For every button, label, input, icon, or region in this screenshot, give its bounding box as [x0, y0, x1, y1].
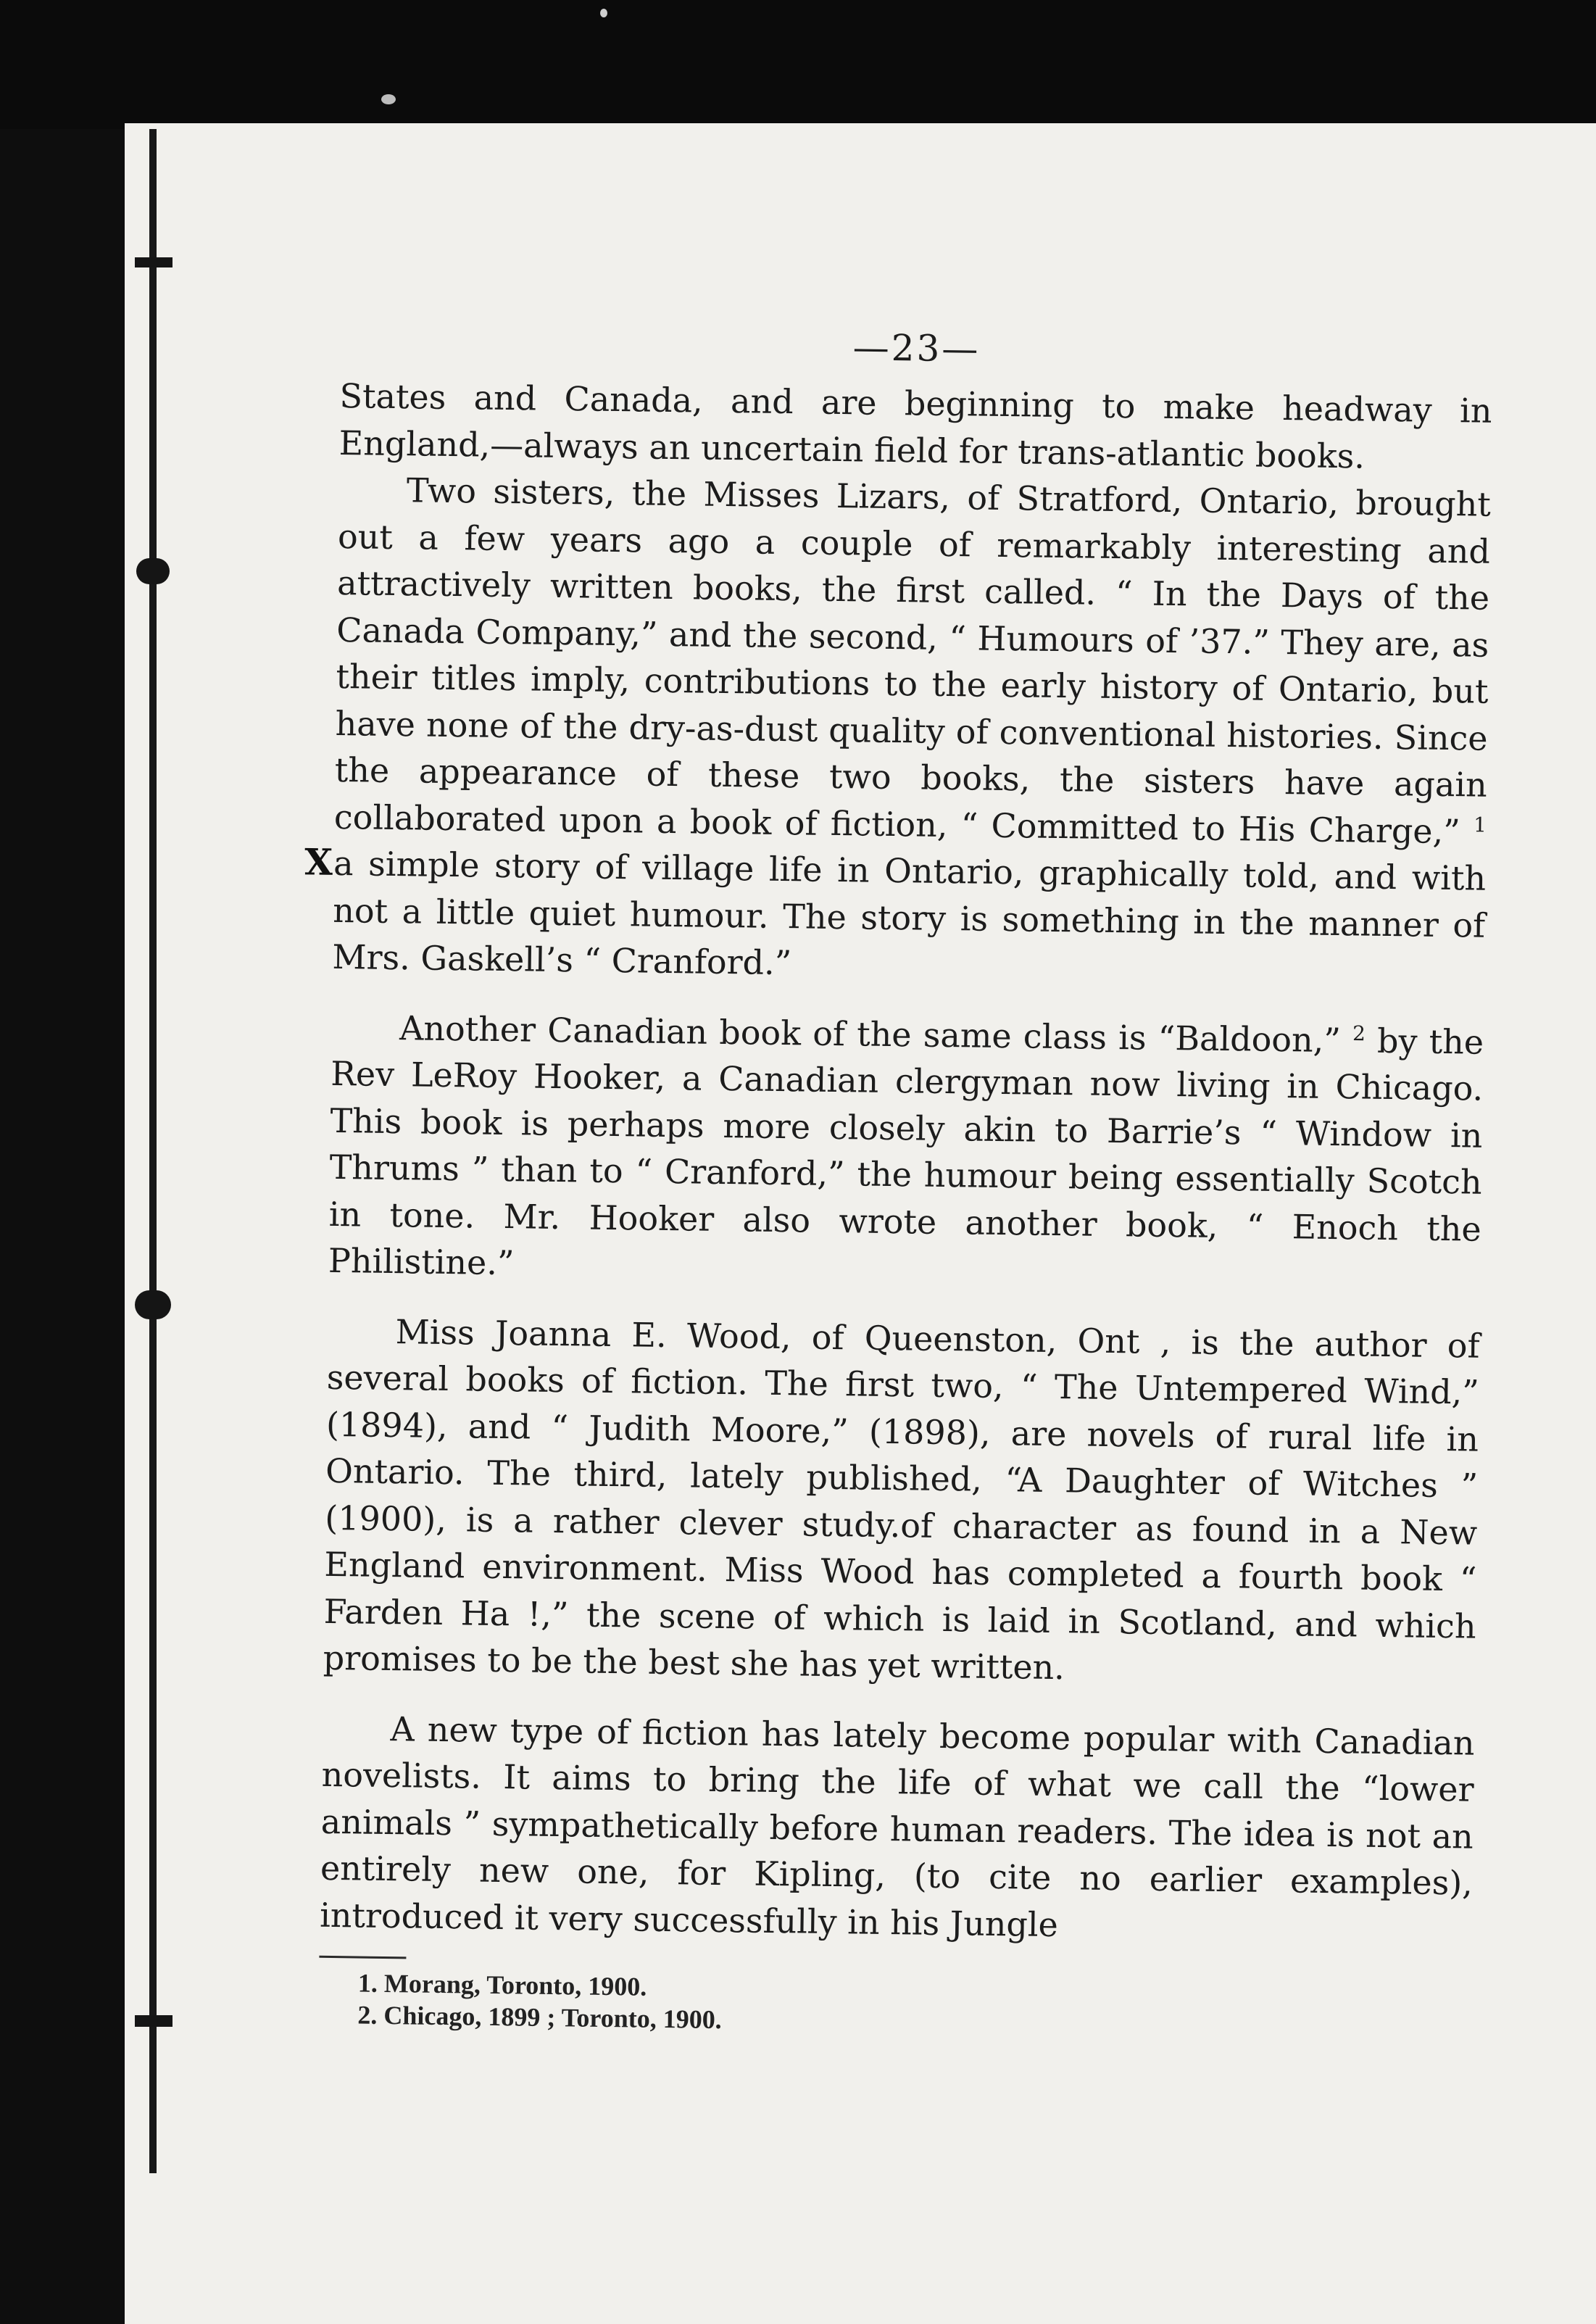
paragraph-text: Two sisters, the Misses Lizars, of Stratford, Ontario, brought out a few years ago a couple of remarkably interesting and attractively written books, the first called. “ In the Days of the Canada Company,” and the second, “ Humours of ’37.” They are, as their titles imply, contributions to the early history of Ontario, but have none of the dry-as-dust quality of conventional histories. Since the appearance of these two books, the sisters have again collaborated upon a book of fiction, “ Committed to His Charge,”	[333, 470, 1492, 852]
paragraph	[323, 1307, 1480, 1696]
margin-mark: X	[304, 840, 333, 884]
scan-speck	[381, 94, 396, 104]
scan-top-band	[0, 0, 1596, 129]
paragraph	[328, 1003, 1484, 1299]
paragraph-text: States and Canada, and are beginning to make headway in England,—always an uncertain field for trans-atlantic books.	[338, 375, 1492, 476]
paragraph-text: by the Rev LeRoy Hooker, a Canadian clergyman now living in Chicago. This book is perhaps more closely akin to Barrie’s “ Window in Thrums ” than to “ Cranford,” the humour being essentially Scotch in tone. Mr. Hooker also wrote another book, “ Enoch the Philistine.”	[328, 1021, 1484, 1283]
footnote-rule	[319, 1956, 406, 1959]
footnote-ref: 1	[1473, 812, 1487, 837]
binding-stitch	[135, 1290, 171, 1319]
paragraph	[332, 466, 1491, 995]
footnote: 2. Chicago, 1899 ; Toronto, 1900.	[357, 2000, 722, 2035]
binding-stitch	[135, 257, 173, 267]
footnote: 1. Morang, Toronto, 1900.	[357, 1968, 647, 2001]
binding-stitch	[136, 558, 170, 584]
page-text-block	[304, 319, 1493, 2046]
paragraph-text: Miss Joanna E. Wood, of Queenston, Ont , is the author of several books of fiction. The first two, “ The Untempered Wind,” (1894), and “ Judith Moore,” (1898), are novels of rural life in Ontario. The third, lately published, “A Daughter of Witches ” (1900), is a rather clever study.of character as found in a New England environment. Miss Wood has completed a fourth book “ Farden Ha !,” the scene of which is laid in Scotland, and which promises to be the best she has yet written.	[323, 1311, 1480, 1688]
binding-stitch	[135, 2015, 173, 2027]
scan-speck	[600, 9, 607, 17]
page-number: —23—	[852, 326, 981, 370]
paragraph	[338, 373, 1492, 481]
paragraph-text: Another Canadian book of the same class is “Baldoon,”	[399, 1008, 1353, 1060]
paragraph-text: a simple story of village life in Ontario, graphically told, and with not a little quiet humour. The story is something in the manner of Mrs. Gaskell’s “ Cranford.”	[332, 843, 1487, 983]
paragraph-text: A new type of fiction has lately become popular with Canadian novelists. It aims to bring the life of what we call the “lower animals ” sympathetically before human readers. The idea is not an entirely new one, for Kipling, (to cite no earlier examples), introduced it very successfully in his Jungle	[319, 1709, 1475, 1944]
footnote-ref: 2	[1352, 1021, 1366, 1045]
paragraph	[320, 1704, 1475, 1953]
binding-thread	[149, 129, 157, 2173]
